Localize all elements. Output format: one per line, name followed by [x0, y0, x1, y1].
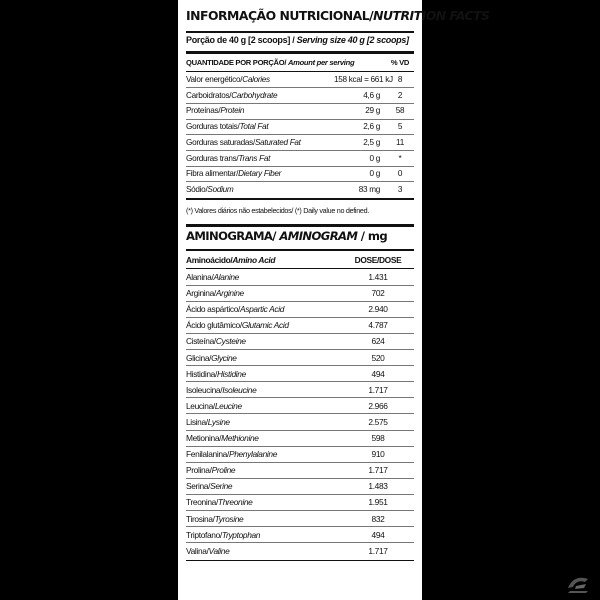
divider: [186, 560, 414, 561]
title-pt: INFORMAÇÃO NUTRICIONAL/: [186, 8, 374, 23]
divider: [186, 249, 414, 251]
amino-name: [186, 304, 284, 314]
amino-en: Methionine: [221, 433, 259, 443]
nutrition-header-row: [186, 55, 414, 70]
nutrient-pt: Sódio/: [186, 184, 208, 194]
amino-en: Proline: [211, 465, 236, 476]
amino-row: [186, 430, 414, 446]
amino-en: Phenylalanine: [228, 449, 278, 460]
amino-row: [186, 511, 414, 527]
amino-en: Cysteine: [215, 336, 246, 347]
amino-en: Alanine: [213, 272, 239, 282]
amino-en: Serine: [210, 481, 233, 492]
amino-header-en: Amino Acid: [232, 255, 276, 265]
amino-dose: 2.575: [368, 416, 388, 427]
amino-en: Tryptophan: [221, 529, 261, 540]
nutrient-amount: 0 g: [369, 169, 380, 179]
amino-pt: Triptofano/: [186, 529, 222, 540]
nutrition-row: [186, 166, 414, 181]
nutrient-pt: Gorduras totais/: [186, 122, 240, 132]
amino-name: [186, 497, 252, 507]
amino-name: [186, 481, 232, 491]
amino-pt: Alanina/: [186, 272, 214, 282]
amino-name: [186, 546, 229, 556]
amino-dose: 4.787: [368, 320, 388, 331]
footnote: (*) Valores diários não estabelecidos/ (*) Daily value no defined.: [186, 206, 370, 215]
amino-pt: Glicina/: [186, 352, 212, 363]
amino-row: [186, 543, 414, 559]
amino-pt: Valina/: [186, 545, 209, 556]
amino-row: [186, 350, 414, 366]
amino-pt: Histidina/: [186, 368, 217, 379]
nutrition-row: [186, 151, 414, 166]
amino-dose: 1.717: [368, 465, 388, 476]
amino-name: [186, 433, 259, 443]
amino-row: [186, 285, 414, 301]
nutrient-name: [186, 138, 301, 147]
nutrient-amount: 158 kcal = 661 kJ: [334, 75, 393, 84]
amino-dose: 832: [371, 513, 385, 524]
nutrition-row: [186, 72, 414, 87]
amino-row: [186, 382, 414, 398]
nutrient-vd: 2: [397, 90, 403, 100]
header-amount-pt: QUANTIDADE POR PORÇÃO/: [186, 58, 288, 67]
nutrient-amount: 2,5 g: [363, 137, 380, 147]
amino-name: [186, 353, 237, 363]
nutrient-vd: *: [398, 153, 402, 163]
amino-dose: 520: [371, 352, 385, 363]
amino-dose: 1.951: [368, 497, 388, 508]
divider-thick: [186, 51, 414, 54]
amino-row: [186, 527, 414, 543]
amino-name: [186, 401, 242, 411]
nutrient-amount: 83 mg: [358, 184, 380, 194]
nutrient-vd: 58: [395, 106, 405, 116]
amino-name: [186, 449, 277, 459]
amino-dose: 2.940: [368, 304, 388, 315]
amino-en: Isoleucine: [222, 384, 257, 395]
nutrient-amount: 0 g: [369, 153, 380, 163]
nutrient-pt: Gorduras trans/: [186, 153, 239, 163]
brand-logo-icon: [566, 574, 592, 594]
nutrient-pt: Fibra alimentar/: [186, 169, 239, 179]
amino-pt: Serina/: [186, 481, 211, 492]
amino-en: Histidine: [216, 368, 246, 379]
divider: [186, 198, 414, 200]
amino-dose: 1.483: [368, 481, 388, 492]
amino-en: Lysine: [207, 416, 230, 427]
amino-dose: 702: [371, 288, 385, 299]
nutrient-en: Sodium: [207, 184, 234, 194]
amino-row: [186, 478, 414, 494]
amino-dose: 494: [371, 368, 385, 379]
amino-name: [186, 465, 235, 475]
amino-name: [186, 385, 256, 395]
nutrient-amount: 4,6 g: [363, 90, 380, 100]
nutrient-vd: 0: [397, 169, 403, 179]
header-vd: % VD: [390, 58, 410, 67]
nutrient-pt: Carboidratos/: [186, 90, 232, 100]
nutrient-name: [186, 154, 270, 163]
amino-en: Tyrosine: [214, 513, 244, 524]
amino-row: [186, 317, 414, 333]
nutrient-pt: Gorduras saturadas/: [186, 137, 255, 147]
nutrient-vd: 5: [397, 122, 403, 132]
amino-name: [186, 369, 246, 379]
amino-dose: 910: [371, 449, 385, 460]
amino-name: [186, 288, 244, 298]
amino-header-row: [186, 252, 414, 268]
nutrition-label-panel: [178, 0, 490, 600]
nutrient-en: Protein: [220, 106, 245, 116]
amino-dose: 2.966: [368, 400, 388, 411]
amino-pt: Fenilalanina/: [186, 449, 229, 460]
amino-name: [186, 530, 260, 540]
nutrient-en: Dietary Fiber: [238, 169, 282, 179]
amino-title-en: AMINOGRAM: [279, 229, 358, 243]
amino-header-dose: DOSE/DOSE: [354, 255, 402, 265]
amino-pt: Ácido aspártico/: [186, 304, 240, 315]
amino-dose: 624: [371, 336, 385, 347]
aminogram-title: [186, 229, 387, 243]
nutrient-en: Total Fat: [239, 122, 269, 132]
amino-row: [186, 269, 414, 285]
nutrient-vd: 3: [397, 184, 403, 194]
nutrient-name: [186, 106, 244, 115]
serving-pt: Porção de 40 g [2 scoops] /: [186, 35, 297, 45]
serving-size: [186, 35, 409, 45]
amino-en: Glutamic Acid: [241, 320, 289, 331]
nutrient-name: [186, 91, 277, 100]
nutrient-vd: 11: [396, 137, 404, 147]
nutrient-name: [186, 122, 268, 131]
serving-en: Serving size 40 g [2 scoops]: [296, 35, 409, 45]
nutrition-row: [186, 119, 414, 134]
amino-name: [186, 417, 230, 427]
nutrient-amount: 2,6 g: [363, 122, 380, 132]
amino-pt: Leucina/: [186, 400, 215, 411]
amino-row: [186, 462, 414, 478]
amino-name: [186, 272, 239, 282]
nutrient-en: Carbohydrate: [231, 90, 278, 100]
amino-row: [186, 333, 414, 349]
amino-pt: Ácido glutâmico/: [186, 320, 242, 331]
nutrient-en: Trans Fat: [238, 153, 271, 163]
nutrient-pt: Valor energético/: [186, 75, 243, 84]
amino-row: [186, 398, 414, 414]
amino-pt: Lisina/: [186, 416, 208, 427]
divider-thick: [186, 224, 414, 227]
amino-en: Leucine: [214, 400, 242, 411]
header-amount-en: Amount per serving: [287, 58, 355, 67]
amino-pt: Cisteína/: [186, 336, 216, 347]
amino-dose: 598: [371, 433, 385, 443]
nutrient-name: [186, 185, 233, 194]
amino-dose: 1.717: [368, 384, 388, 395]
nutrient-vd: 8: [397, 75, 403, 84]
amino-row: [186, 366, 414, 382]
amino-en: Glycine: [211, 352, 237, 363]
amino-row: [186, 414, 414, 430]
amino-pt: Arginina/: [186, 288, 216, 299]
nutrient-name: [186, 75, 270, 84]
nutrient-amount: 29 g: [365, 106, 380, 116]
nutrient-name: [186, 169, 281, 178]
nutrition-title: [186, 8, 489, 23]
amino-en: Threonine: [217, 497, 253, 508]
amino-en: Aspartic Acid: [240, 304, 285, 315]
amino-pt: Isoleucina/: [186, 384, 223, 395]
nutrient-pt: Proteínas/: [186, 106, 221, 116]
amino-title-unit: / mg: [357, 229, 388, 243]
amino-pt: Metionina/: [186, 433, 222, 443]
nutrition-row: [186, 103, 414, 118]
amino-row: [186, 301, 414, 317]
amino-en: Arginine: [215, 288, 244, 299]
amino-title-pt: AMINOGRAMA/: [186, 229, 280, 243]
amino-pt: Prolina/: [186, 465, 212, 476]
amino-dose: 1.431: [368, 272, 388, 282]
amino-row: [186, 494, 414, 510]
amino-row: [186, 446, 414, 462]
amino-name: [186, 336, 246, 346]
amino-pt: Tirosina/: [186, 513, 215, 524]
nutrition-row: [186, 88, 414, 103]
nutrient-en: Saturated Fat: [254, 137, 301, 147]
amino-pt: Treonina/: [186, 497, 218, 508]
divider: [186, 31, 414, 33]
amino-name: [186, 514, 243, 524]
amino-name: [186, 320, 289, 330]
nutrition-row: [186, 182, 414, 197]
amino-header-pt: Aminoácido/: [186, 255, 233, 265]
amino-dose: 494: [371, 529, 385, 540]
amino-dose: 1.717: [368, 545, 388, 556]
nutrition-row: [186, 135, 414, 150]
amino-en: Valine: [208, 545, 230, 556]
nutrient-en: Calories: [242, 75, 270, 84]
title-en: NUTRITION FACTS: [373, 8, 490, 23]
